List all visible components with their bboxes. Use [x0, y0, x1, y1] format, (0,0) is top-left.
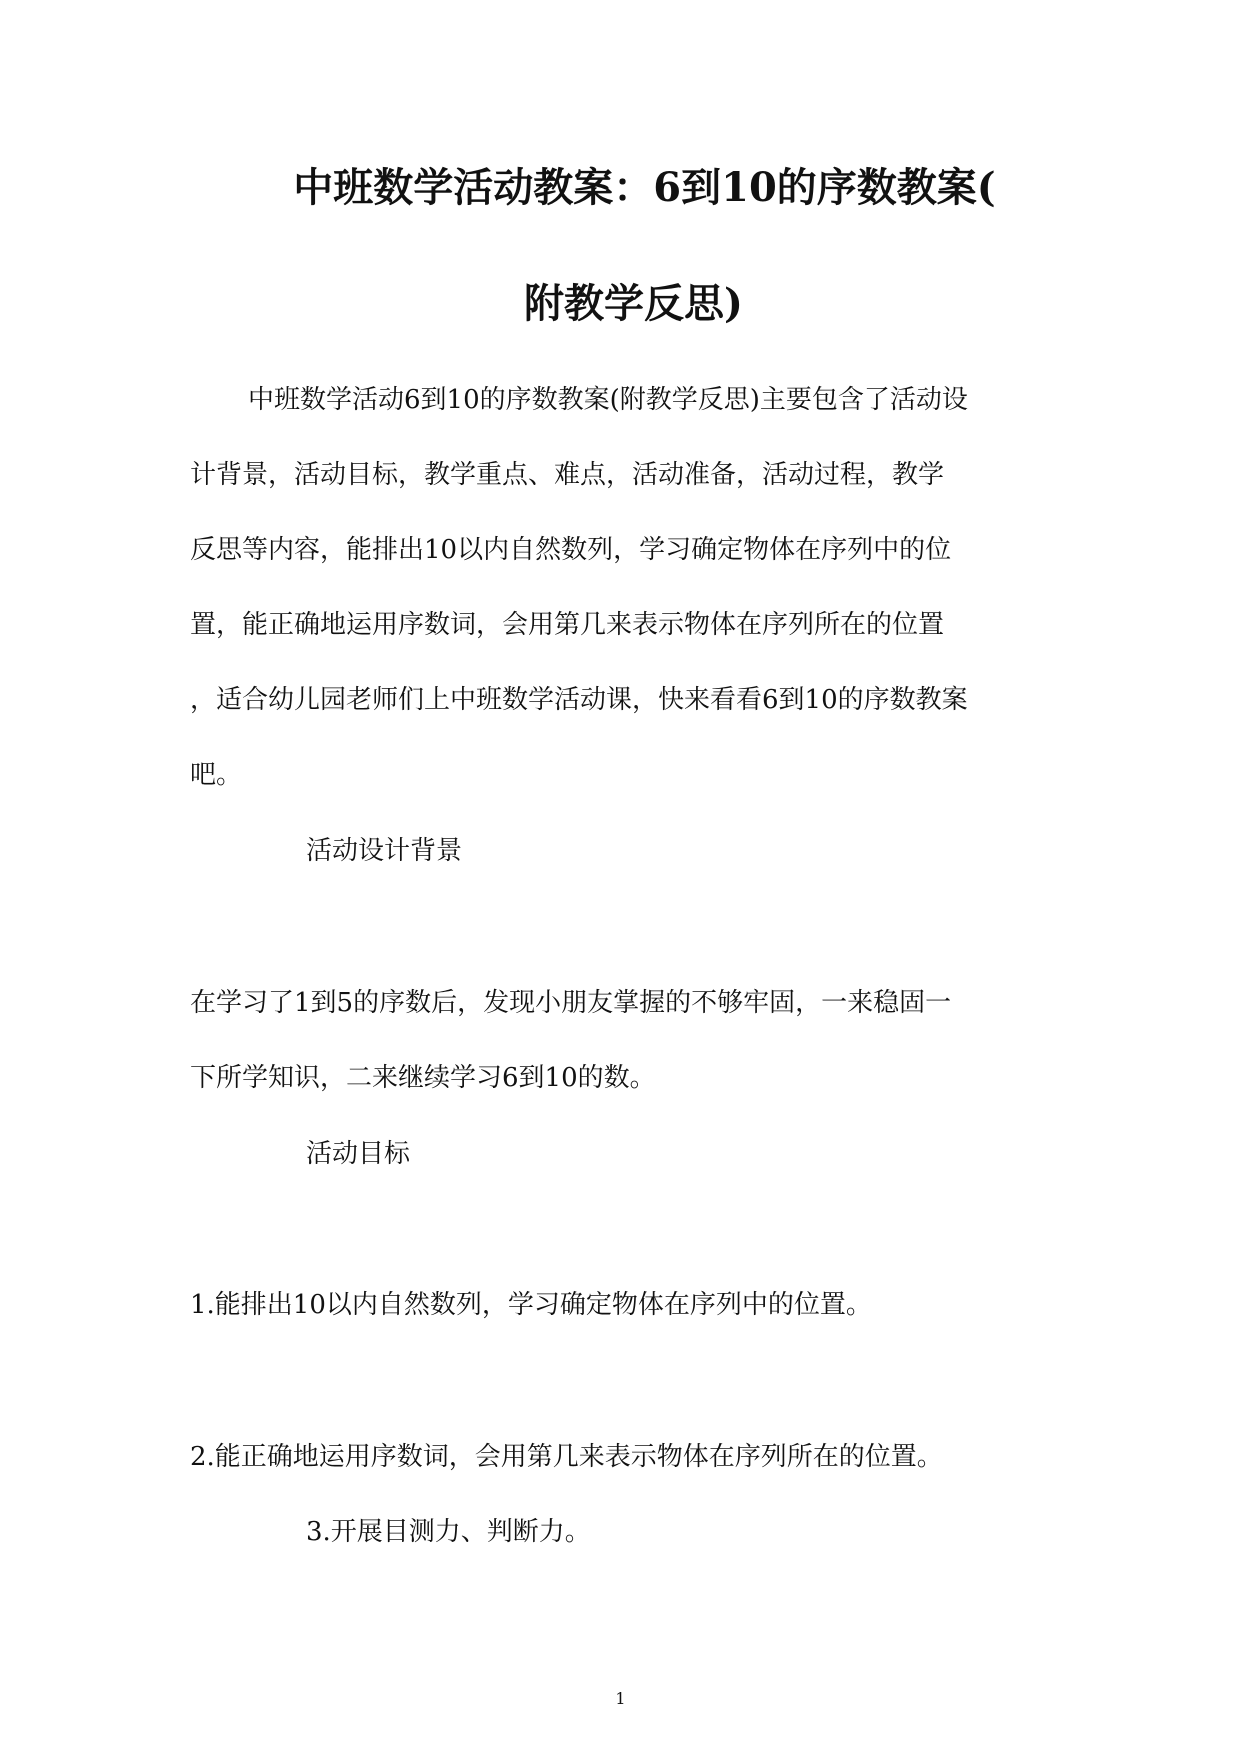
- goal-item-3: 3.开展目测力、判断力。: [306, 1517, 591, 1547]
- intro-paragraph-line: 吧。: [190, 760, 243, 790]
- section-heading-goals: 活动目标: [306, 1139, 411, 1169]
- background-paragraph-line: 在学习了1到5的序数后，发现小朋友掌握的不够牢固，一来稳固一: [190, 988, 952, 1018]
- document-title-line-2: 附教学反思): [524, 280, 743, 327]
- goal-item-1: 1.能排出10以内自然数列，学习确定物体在序列中的位置。: [190, 1290, 872, 1320]
- intro-paragraph-line: ，适合幼儿园老师们上中班数学活动课，快来看看6到10的序数教案: [190, 685, 968, 715]
- intro-paragraph-line: 计背景，活动目标，教学重点、难点，活动准备，活动过程，教学: [190, 460, 945, 490]
- intro-paragraph-line: 置，能正确地运用序数词，会用第几来表示物体在序列所在的位置: [190, 610, 945, 640]
- page-number: 1: [615, 1689, 626, 1708]
- intro-paragraph-line: 中班数学活动6到10的序数教案(附教学反思)主要包含了活动设: [248, 385, 968, 415]
- goal-item-2: 2.能正确地运用序数词，会用第几来表示物体在序列所在的位置。: [190, 1442, 943, 1472]
- document-title-line-1: 中班数学活动教案：6到10的序数教案(: [293, 164, 996, 211]
- background-paragraph-line: 下所学知识，二来继续学习6到10的数。: [190, 1063, 656, 1093]
- intro-paragraph-line: 反思等内容，能排出10以内自然数列，学习确定物体在序列中的位: [190, 535, 952, 565]
- section-heading-background: 活动设计背景: [306, 836, 463, 866]
